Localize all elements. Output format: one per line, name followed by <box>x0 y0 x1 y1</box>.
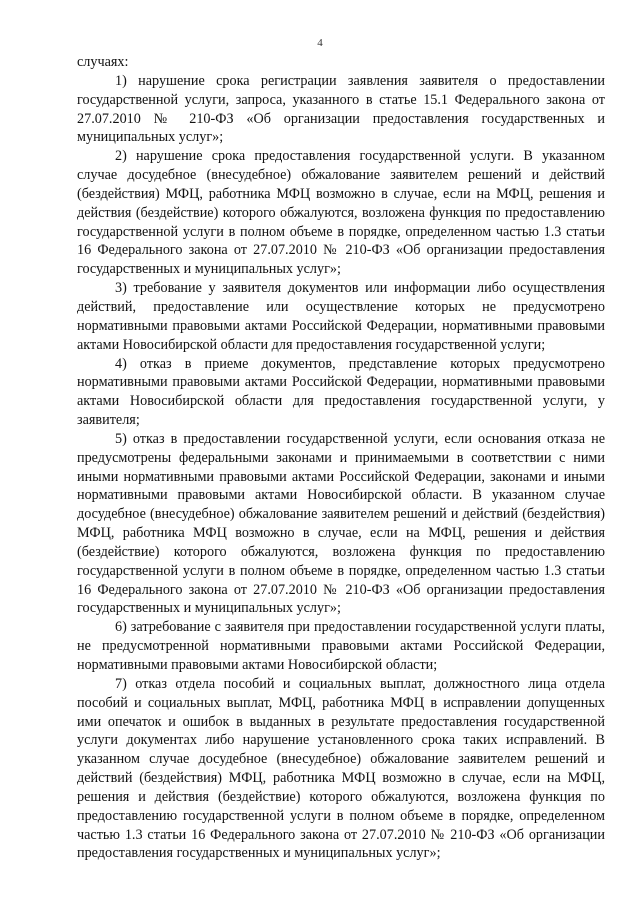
list-item-3: 3) требование у заявителя документов или информации либо осуществления действий, предоставление или осуществление которых не предусмотрено нормативными правовыми актами Российской Федерации, нормативными правовыми актами Новосибирской области для предоставления государственной услуги; <box>77 280 605 353</box>
list-item-4: 4) отказ в приеме документов, представление которых предусмотрено нормативными правовыми актами Российской Федерации, нормативными правовыми актами Новосибирской области для предоставления государственной услуги, у заявителя; <box>77 355 605 429</box>
lead-line: случаях: <box>77 54 129 70</box>
list-item-7: 7) отказ отдела пособий и социальных выплат, должностного лица отдела пособий и социальных выплат, МФЦ, работника МФЦ в исправлении допущенных ими опечаток и ошибок в выданных в результате предоставления государственной услуги документах либо нарушение установленного срока таких исправлений. В указанном случае досудебное (внесудебное) обжалование заявителем решений и действий (бездействия) МФЦ, работника МФЦ возможно в случае, если на МФЦ, решения и действия (бездействие) которого обжалуются, возложена функция по предоставлению государственной услуги в полном объеме в порядке, определенном частью 1.3 статьи 16 Федерального закона от 27.07.2010 № 210-ФЗ «Об организации предоставления государственных и муниципальных услуг»; <box>77 675 605 862</box>
document-body <box>77 53 605 863</box>
list-item-5: 5) отказ в предоставлении государственной услуги, если основания отказа не предусмотрены федеральными законами и принимаемыми в соответствии с ними иными нормативными правовыми актами Российской Федерации, законами и иными нормативными правовыми актами Новосибирской области. В указанном случае досудебное (внесудебное) обжалование заявителем решений и действий (бездействия) МФЦ, работника МФЦ возможно в случае, если на МФЦ, решения и действия (бездействие) которого обжалуются, возложена функция по предоставлению государственной услуги в полном объеме в порядке, определенном частью 1.3 статьи 16 Федерального закона от 27.07.2010 № 210-ФЗ «Об организации предоставления государственных и муниципальных услуг»; <box>77 430 605 617</box>
list-item-6: 6) затребование с заявителя при предоставлении государственной услуги платы, не предусмотренной нормативными правовыми актами Российской Федерации, нормативными правовыми актами Новосибирской области; <box>77 619 605 673</box>
page-number: 4 <box>317 37 323 49</box>
list-item-2: 2) нарушение срока предоставления государственной услуги. В указанном случае досудебное (внесудебное) обжалование заявителем решений и действий (бездействия) МФЦ, работника МФЦ возможно в случае, если на МФЦ, решения и действия (бездействие) которого обжалуются, возложена функция по предоставлению государственной услуги в полном объеме в порядке, определенном частью 1.3 статьи 16 Федерального закона от 27.07.2010 № 210-ФЗ «Об организации предоставления государственных и муниципальных услуг»; <box>77 148 605 278</box>
list-item-1: 1) нарушение срока регистрации заявления заявителя о предоставлении государственной услуги, запроса, указанного в статье 15.1 Федерального закона от 27.07.2010 № 210-ФЗ «Об организации предоставления государственных и муниципальных услуг»; <box>77 72 605 146</box>
